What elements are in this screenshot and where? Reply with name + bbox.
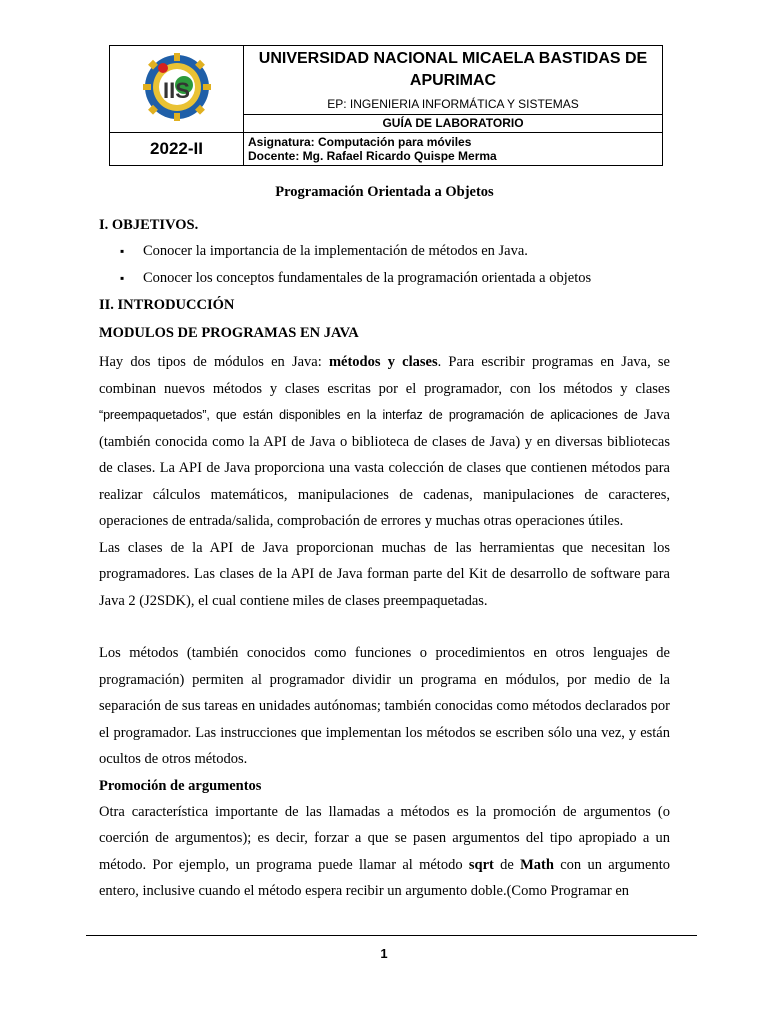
list-item: ▪ Conocer los conceptos fundamentales de la programación orientada a objetos xyxy=(143,265,670,292)
subsection-heading: MODULOS DE PROGRAMAS EN JAVA xyxy=(99,325,359,341)
paragraph: Las clases de la API de Java proporcionan muchas de las herramientas que necesitan los programadores. Las clases de la API de Java forman parte del Kit de desarrollo de software para Java 2 (J2SDK), el cual contiene miles de clases preempaquetadas. xyxy=(99,539,670,609)
teacher-name: Docente: Mg. Rafael Ricardo Quispe Merma xyxy=(248,149,497,163)
logo-cell xyxy=(110,46,244,133)
paragraph: Otra característica importante de las llamadas a métodos es la promoción de argumentos (o coerción de argumentos); es decir, forzar a que se pasen argumentos del tipo apropiado a un método. Por ejemplo, un programa puede llamar al método sqrt de Math con un argumento entero, inclusive cuando el método espera recibir un argumento doble.(Como Programar en xyxy=(99,803,670,899)
guide-type: GUÍA DE LABORATORIO xyxy=(244,115,663,133)
course-info xyxy=(244,133,663,166)
course-name: Asignatura: Computación para móviles xyxy=(248,135,472,149)
university-logo xyxy=(137,52,217,122)
semester-year: 2022-II xyxy=(110,133,244,166)
document-body xyxy=(99,180,670,905)
page-number: 1 xyxy=(380,946,388,961)
section-argument-promotion-heading: Promoción de argumentos xyxy=(99,777,262,794)
document-title: Programación Orientada a Objetos xyxy=(275,184,494,200)
paragraph: Hay dos tipos de módulos en Java: métodos y clases. Para escribir programas en Java, se combinan nuevos métodos y clases escritas por el programador, con los métodos y clases “preempaquetados”, que están disponibles en la interfaz de programación de aplicaciones de Java (también conocida como la API de Java o biblioteca de clases de Java) y en diversas bibliotecas de clases. La API de Java proporciona una vasta colección de clases que contienen métodos para realizar cálculos matemáticos, manipulaciones de cadenas, manipulaciones de caracteres, operaciones de entrada/salida, comprobación de errores y muchas otras operaciones útiles. xyxy=(99,354,670,529)
school-name: EP: INGENIERIA INFORMÁTICA Y SISTEMAS xyxy=(327,97,579,111)
university-name: UNIVERSIDAD NACIONAL MICAELA BASTIDAS DE APURIMAC xyxy=(258,50,648,89)
svg-text:IIS: IIS xyxy=(162,77,190,103)
section-introduction-heading: II. INTRODUCCIÓN xyxy=(99,297,235,313)
paragraph: Los métodos (también conocidos como funciones o procedimientos en otros lenguajes de programación) permiten al programador dividir un programa en módulos, por medio de la separación de sus tareas en unidades autónomas; también conocidas como métodos declarados por el programador. Las instrucciones que implementan los métodos se escriben sólo una vez, y están ocultos de otros métodos. xyxy=(99,645,670,767)
header-table xyxy=(109,45,663,166)
objectives-list xyxy=(99,238,670,292)
university-cell xyxy=(244,46,663,115)
section-objectives-heading: I. OBJETIVOS. xyxy=(99,217,199,233)
footer-divider xyxy=(86,935,697,936)
list-item: ▪ Conocer la importancia de la implementación de métodos en Java. xyxy=(143,238,670,265)
